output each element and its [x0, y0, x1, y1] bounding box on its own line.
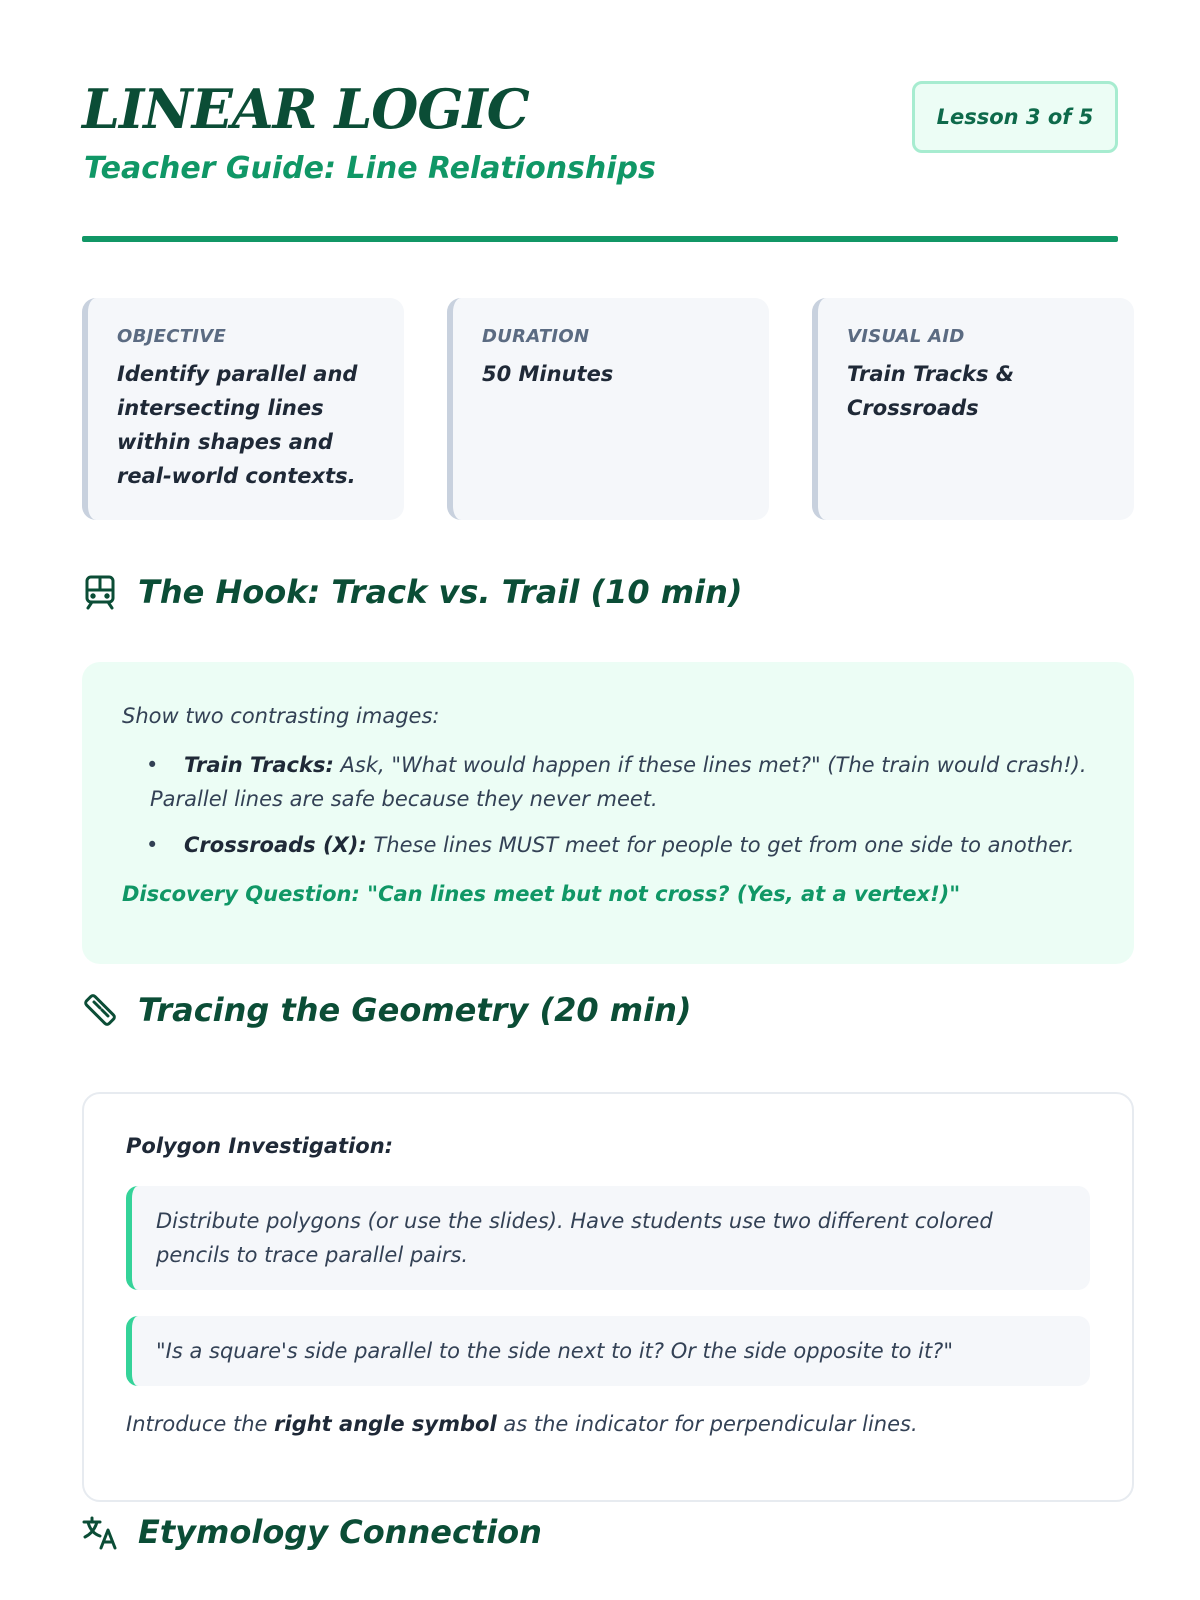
- visual-aid-card: [812, 298, 1134, 520]
- card-label: VISUAL AID: [847, 326, 965, 347]
- card-value: Train Tracks & Crossroads: [847, 362, 1015, 420]
- item-term: Crossroads (X):: [184, 833, 367, 857]
- discovery-question: Discovery Question: "Can lines meet but not cross? (Yes, at a vertex!)": [122, 882, 961, 906]
- objective-card: [82, 298, 404, 520]
- footer-bold: right angle symbol: [274, 1412, 497, 1436]
- card-value: Identify parallel and intersecting lines within shapes and real-world contexts.: [117, 362, 358, 488]
- instruction-callout: Distribute polygons (or use the slides). Have students use two different colored pencils to trace parallel pairs.: [126, 1186, 1090, 1290]
- page-title: LINEAR LOGIC: [82, 77, 529, 141]
- etymology-section-heading: [82, 1514, 542, 1550]
- info-cards: [82, 298, 1134, 520]
- page-subtitle: Teacher Guide: Line Relationships: [84, 151, 656, 186]
- polygon-investigation-title: Polygon Investigation:: [126, 1134, 394, 1158]
- header-divider: [82, 236, 1118, 242]
- tracing-box: [82, 1092, 1134, 1502]
- card-value: 50 Minutes: [482, 362, 614, 386]
- list-item: [122, 828, 1094, 862]
- item-text: Ask, "What would happen if these lines met?" (The train would crash!). Parallel lines are safe because they never meet.: [150, 753, 1087, 811]
- footer-text: Introduce the: [126, 1412, 275, 1436]
- question-callout: "Is a square's side parallel to the side next to it? Or the side opposite to it?": [126, 1316, 1090, 1386]
- list-item: [122, 748, 1094, 816]
- tracing-section-heading: [82, 992, 691, 1028]
- etymology-heading: Etymology Connection: [138, 1513, 542, 1551]
- hook-box: [82, 662, 1134, 964]
- footer-text: as the indicator for perpendicular lines.: [496, 1412, 918, 1436]
- duration-card: [447, 298, 769, 520]
- hook-section-heading: [82, 574, 742, 610]
- tracing-heading: Tracing the Geometry (20 min): [138, 991, 692, 1029]
- item-text: These lines MUST meet for people to get from one side to another.: [366, 833, 1075, 857]
- item-term: Train Tracks:: [184, 753, 334, 777]
- bullet: •: [146, 753, 159, 777]
- card-label: DURATION: [482, 326, 590, 347]
- bullet: •: [146, 833, 159, 857]
- ruler-icon: [82, 992, 118, 1028]
- page-header: [82, 0, 1118, 244]
- hook-intro: Show two contrasting images:: [122, 704, 440, 728]
- train-icon: [82, 574, 118, 610]
- card-label: OBJECTIVE: [117, 326, 227, 347]
- hook-heading: The Hook: Track vs. Trail (10 min): [138, 573, 743, 611]
- translate-icon: [82, 1514, 118, 1550]
- tracing-footer: [126, 1412, 1090, 1436]
- lesson-badge: Lesson 3 of 5: [912, 81, 1118, 153]
- hook-list: [122, 748, 1094, 862]
